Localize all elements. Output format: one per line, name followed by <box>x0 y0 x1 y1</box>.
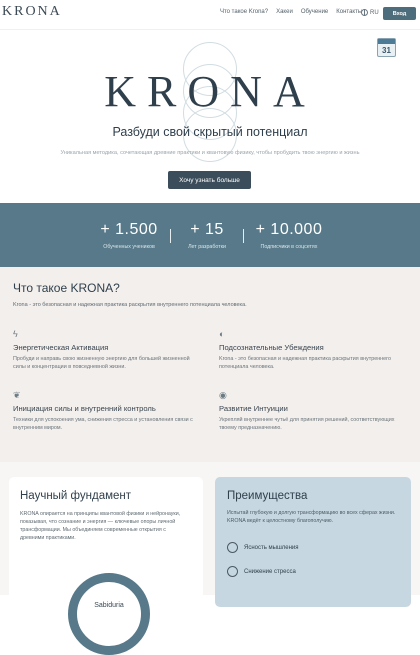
science-card <box>9 477 203 607</box>
feature-desc: Укрепляй внутреннее чутьё для принятия решений, соответствующих твоему предназначению. <box>219 417 395 431</box>
language-label: RU <box>370 9 379 16</box>
advantage-item <box>227 542 299 553</box>
card-text: Испытай глубокую и долгую трансформацию во всех сферах жизни. KRONA ведёт к целостному благополучию. <box>227 510 396 524</box>
nav-link-training[interactable]: Обучение <box>300 9 329 15</box>
nav-link-what-is[interactable]: Что такое Krona? <box>220 9 269 15</box>
stat-followers <box>248 221 330 250</box>
leaf-icon: ❦ <box>13 390 21 400</box>
what-is-section <box>0 267 420 462</box>
hero-subtagline: Уникальная методика, сочетающая древние практики и квантовую физику, чтобы пробудить твою энергию и жизнь <box>60 150 360 156</box>
card-title: Научный фундамент <box>20 490 132 502</box>
card-text: KRONA опирается на принципы квантовой физики и нейронауки, показывая, что сознание и энергия — ключевые опоры личной трансформации. Мы объединяем современные открытия с древними практиками. <box>20 511 181 541</box>
stats-band <box>0 203 420 267</box>
feature-intuition <box>219 391 409 432</box>
hero-tagline: Разбуди свой скрытый потенциал <box>112 125 308 139</box>
login-button[interactable]: Вход <box>383 7 416 20</box>
feature-title: Развитие Интуиции <box>219 404 288 413</box>
brain-icon <box>227 542 238 553</box>
advantages-card <box>215 477 411 607</box>
stat-label: Лет разработки <box>188 244 226 250</box>
stat-years <box>178 221 236 250</box>
stat-value: + 15 <box>190 221 224 238</box>
stat-label: Обученных учеников <box>103 244 155 250</box>
advantage-item <box>227 566 296 577</box>
language-switcher[interactable] <box>361 9 379 16</box>
feature-title: Энергетическая Активация <box>13 343 109 352</box>
calendar-icon[interactable]: 31 <box>377 38 396 57</box>
feature-title: Инициация силы и внутренний контроль <box>13 404 156 413</box>
nav-link-contacts[interactable]: Контакты <box>336 9 363 15</box>
advantage-label: Ясность мышления <box>244 544 299 551</box>
ring-label: Sabiduria <box>94 602 124 609</box>
feature-energy <box>13 330 203 371</box>
feature-power <box>13 391 203 432</box>
stat-divider <box>243 229 244 243</box>
stat-value: + 1.500 <box>100 221 158 238</box>
stat-students <box>90 221 168 250</box>
cards-section <box>0 462 420 609</box>
site-logo[interactable]: KRONA <box>2 4 62 19</box>
advantage-label: Снижение стресса <box>244 568 296 575</box>
feature-title: Подсознательные Убеждения <box>219 343 324 352</box>
feature-desc: Пробуди и направь свою жизненную энергию для большей жизненной силы и концентрации в повседневной жизни. <box>13 356 190 370</box>
section-intro: Krona - это безопасная и надежная практика раскрытия внутреннего потенциала человека. <box>13 302 247 308</box>
hero-section <box>0 30 420 203</box>
globe-icon <box>361 9 368 16</box>
feature-desc: Krona - это безопасная и надежная практика раскрытия внутреннего потенциала человека. <box>219 356 391 370</box>
nav-link-hakei[interactable]: Хакеи <box>276 9 293 15</box>
hero-logo: KRONA <box>104 67 316 116</box>
feature-desc: Техники для успокоения ума, снижения стресса и установления связи с внутренним миром. <box>13 417 193 431</box>
card-title: Преимущества <box>227 490 308 502</box>
wisdom-ring <box>68 573 150 655</box>
feature-beliefs <box>219 330 409 371</box>
stat-divider <box>170 229 171 243</box>
bolt-icon: ϟ <box>13 329 18 339</box>
section-title: Что такое KRONA? <box>13 281 120 295</box>
main-nav <box>220 9 362 15</box>
learn-more-button[interactable]: Хочу узнать больше <box>168 171 251 189</box>
top-navbar <box>0 0 420 30</box>
stat-value: + 10.000 <box>255 221 323 238</box>
brain-icon: ◐ <box>219 329 225 339</box>
stat-label: Подписчики в соцсетях <box>260 244 318 250</box>
leaf-icon <box>227 566 238 577</box>
eye-icon: ◉ <box>219 390 227 400</box>
